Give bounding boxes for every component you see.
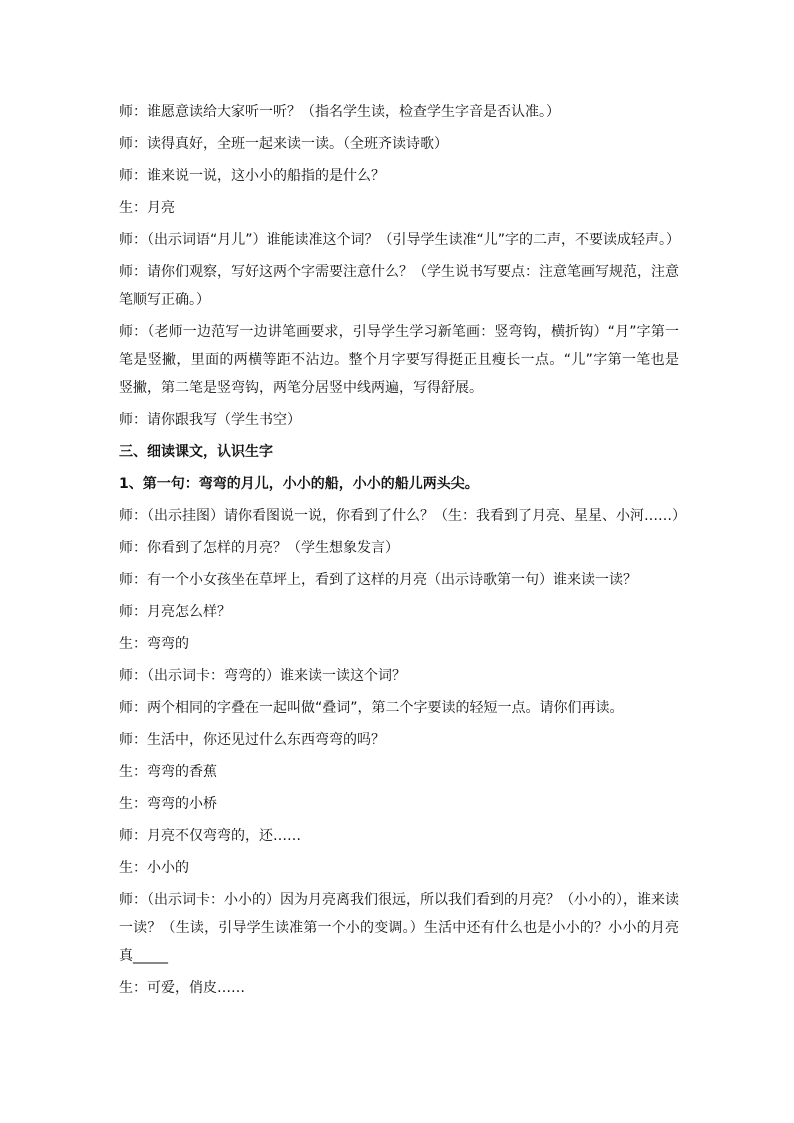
paragraph-15: 生：弯弯的 [119, 636, 189, 652]
paragraph-8: 师：请你跟我写（学生书空） [119, 412, 301, 428]
paragraph-1: 师：谁愿意读给大家听一听？（指名学生读，检查学生字音是否认准。） [119, 104, 560, 120]
paragraph-16: 师：（出示词卡：弯弯的）谁来读一读这个词？ [119, 668, 406, 684]
paragraph-23: 师：（出示词卡：小小的）因为月亮离我们很远，所以我们看到的月亮？（小小的），谁来读一读？（生读，引导学生读准第一个小的变调。）生活中还有什么也是小小的？小小的月亮真_____ [119, 892, 679, 964]
paragraph-13: 师：有一个小女孩坐在草坪上，看到了这样的月亮（出示诗歌第一句）谁来读一读？ [119, 572, 637, 588]
paragraph-7: 师：（老师一边范写一边讲笔画要求，引导学生学习新笔画：竖弯钩，横折钩）“月”字第一笔是竖撇，里面的两横等距不沾边。整个月字要写得挺正且瘦长一点。“儿”字第一笔也是竖撇，第二笔是竖弯钩，两笔分居竖中线两遍，写得舒展。 [119, 324, 679, 396]
paragraph-5: 师：（出示词语“月儿”）谁能读准这个词？（引导学生读准“儿”字的二声，不要读成轻声。） [119, 232, 681, 248]
paragraph-12: 师：你看到了怎样的月亮？（学生想象发言） [119, 540, 399, 556]
paragraph-4: 生：月亮 [119, 200, 175, 216]
paragraph-22: 生：小小的 [119, 860, 189, 876]
paragraph-20: 生：弯弯的小桥 [119, 796, 217, 812]
paragraph-19: 生：弯弯的香蕉 [119, 764, 217, 780]
paragraph-24: 生：可爱，俏皮…… [119, 980, 245, 996]
paragraph-11: 师：（出示挂图）请你看图说一说，你看到了什么？（生：我看到了月亮、星星、小河……） [119, 508, 686, 524]
paragraph-2: 师：读得真好，全班一起来读一读。（全班齐读诗歌） [119, 136, 448, 152]
paragraph-17: 师：两个相同的字叠在一起叫做“叠词”，第二个字要读的轻短一点。请你们再读。 [119, 700, 624, 716]
paragraph-14: 师：月亮怎么样？ [119, 604, 231, 620]
document-body [119, 98, 686, 1006]
paragraph-6: 师：请你们观察，写好这两个字需要注意什么？（学生说书写要点：注意笔画写规范，注意笔顺写正确。） [119, 264, 679, 308]
subsection-heading: 1、第一句：弯弯的月儿，小小的船，小小的船儿两头尖。 [119, 476, 479, 492]
paragraph-21: 师：月亮不仅弯弯的，还…… [119, 828, 301, 844]
paragraph-3: 师：谁来说一说，这小小的船指的是什么？ [119, 168, 385, 184]
section-heading: 三、细读课文，认识生字 [119, 444, 273, 460]
paragraph-18: 师：生活中，你还见过什么东西弯弯的吗？ [119, 732, 385, 748]
